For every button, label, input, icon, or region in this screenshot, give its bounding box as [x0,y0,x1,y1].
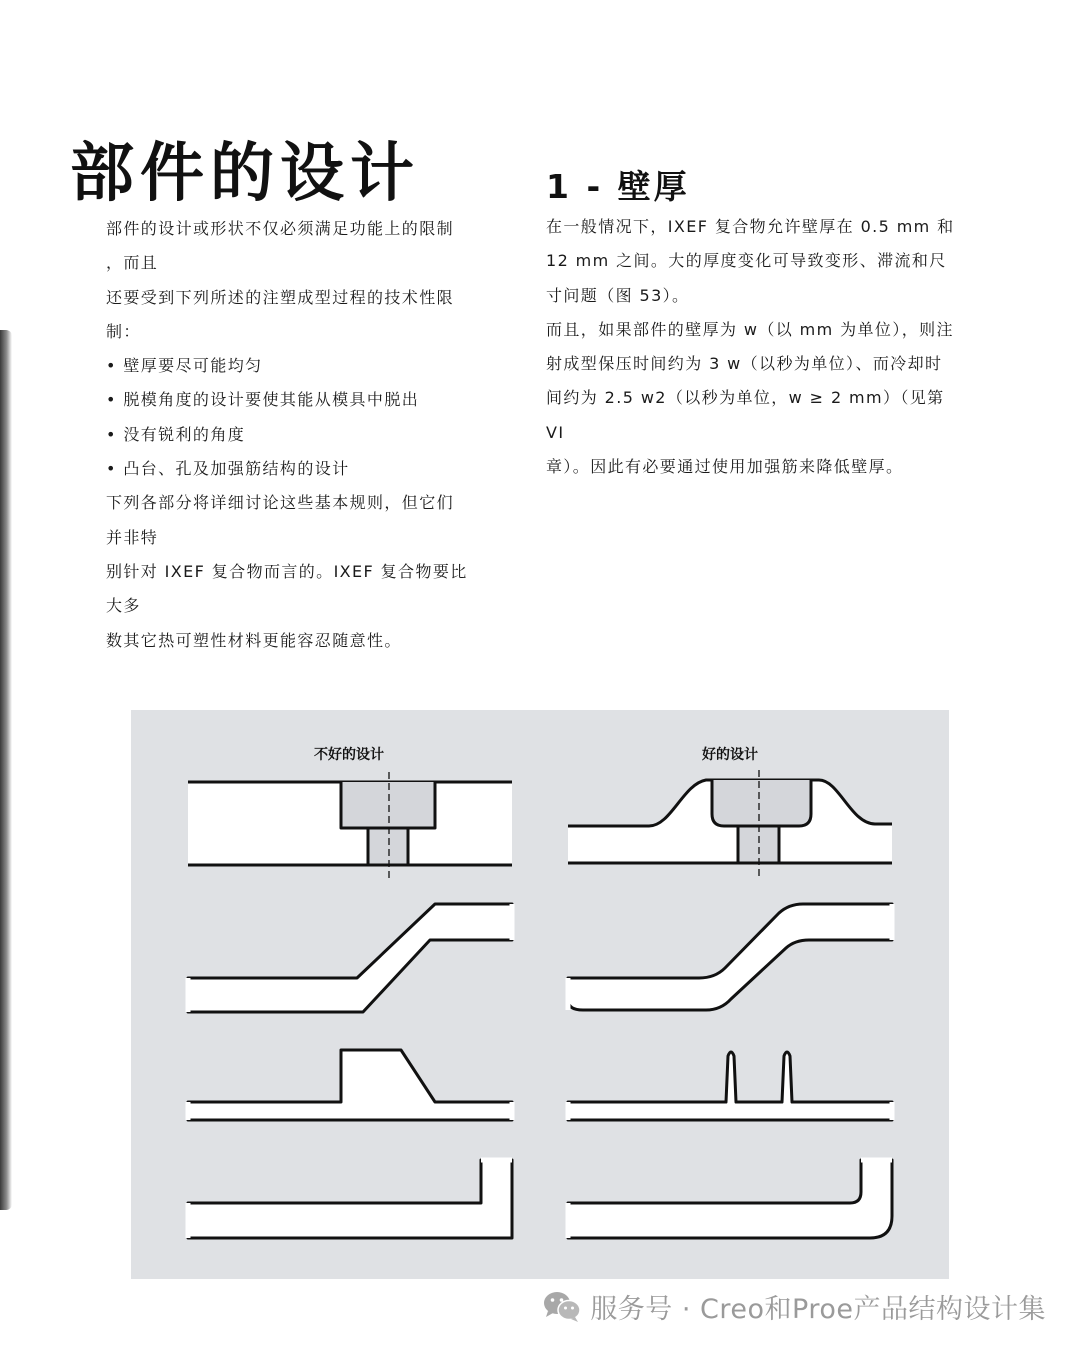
text-line: 制： [106,321,141,341]
text-line: 别针对 IXEF 复合物而言的。IXEF 复合物要比 [106,561,468,581]
bullet-item: • 脱模角度的设计要使其能从模具中脱出 [106,390,420,410]
text-line: 大多 [106,596,141,616]
text-line: 寸问题（图 53）。 [546,285,690,305]
text-line: VI [546,422,565,442]
good-design-label: 好的设计 [702,747,758,763]
bad-solid-rib [188,1050,512,1120]
right-column-text [546,210,955,484]
bad-design-label: 不好的设计 [314,747,384,763]
text-line: 并非特 [106,527,159,547]
watermark-text: 服务号 · Creo和Proe产品结构设计集 [590,1293,1046,1325]
bullet-item: • 没有锐利的角度 [106,424,246,444]
figure-drawing [131,710,949,1279]
text-line: 部件的设计或形状不仅必须满足功能上的限制 [106,219,455,238]
watermark [542,1285,1046,1327]
bullet-item: • 壁厚要尽可能均匀 [106,356,263,376]
text-line: 数其它热可塑性材料更能容忍随意性。 [106,630,402,650]
design-comparison-figure [131,710,949,1279]
left-column-text [106,212,468,658]
good-rounded-corner [568,1160,892,1238]
text-line: 在一般情况下，IXEF 复合物允许壁厚在 0.5 mm 和 [546,217,955,236]
good-thin-ribs [568,1052,892,1120]
text-line: 射成型保压时间约为 3 w（以秒为单位）、而冷却时 [546,354,943,374]
good-boss-hole [568,770,892,876]
text-line: 章）。因此有必要通过使用加强筋来降低壁厚。 [546,457,904,477]
section-title: 1 - 壁厚 [546,167,690,206]
text-line: 还要受到下列所述的注塑成型过程的技术性限 [106,287,455,307]
page-title: 部件的设计 [70,137,420,211]
text-line: 12 mm 之间。大的厚度变化可导致变形、滞流和尺 [546,251,947,271]
text-line: 而且，如果部件的壁厚为 w（以 mm 为单位），则注 [546,319,954,339]
bad-sharp-corner [188,1160,512,1238]
bad-boss-hole [188,772,512,878]
text-line: 间约为 2.5 w2（以秒为单位，w ≥ 2 mm）（见第 [546,388,945,408]
bullet-item: • 凸台、孔及加强筋结构的设计 [106,459,350,479]
text-line: ，而且 [106,253,159,273]
wechat-icon [542,1289,582,1323]
page-shadow-edge [0,330,12,1210]
good-offset-wall [568,904,892,1010]
text-line: 下列各部分将详细讨论这些基本规则，但它们 [106,493,455,513]
bad-offset-wall [188,904,512,1012]
